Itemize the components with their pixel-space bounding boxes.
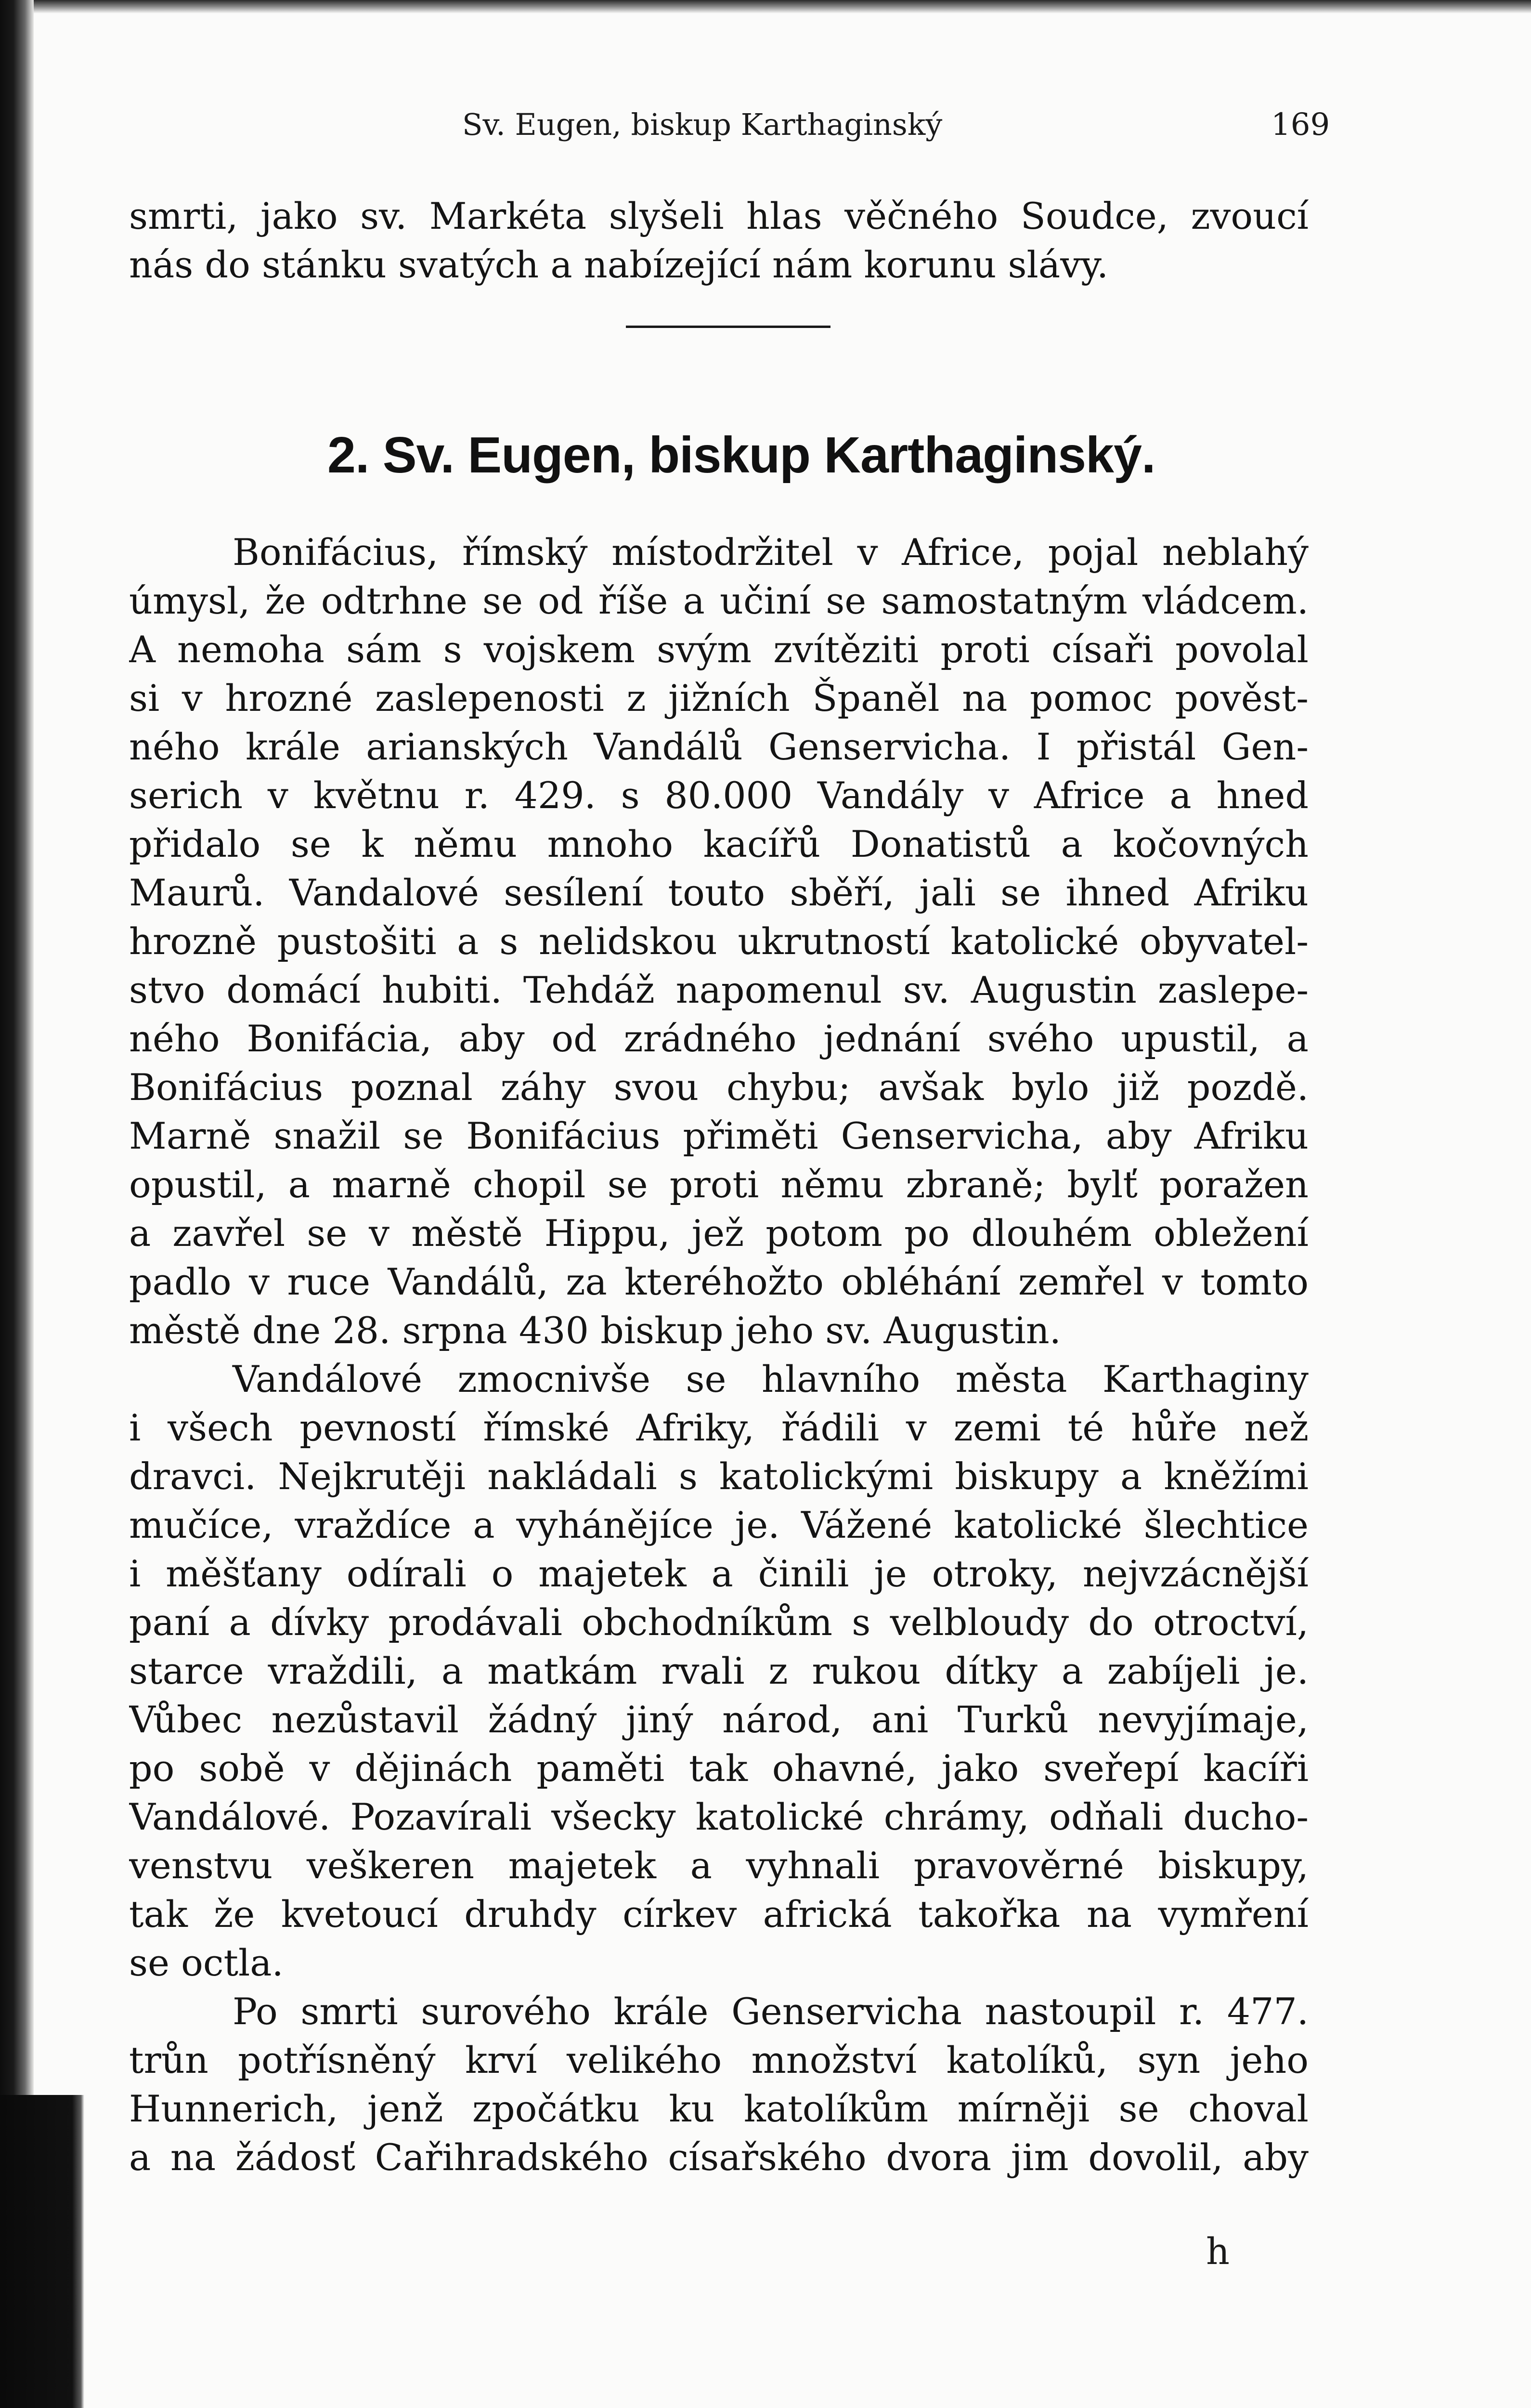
text-line: tak že kvetoucí druhdy církev africká takořka na vymření bbox=[129, 1893, 1309, 1936]
text-line: Vandálové zmocnivše se hlavního města Karthaginy bbox=[233, 1358, 1309, 1400]
text-line: Vůbec nezůstavil žádný jiný národ, ani Turků nevyjímaje, bbox=[129, 1698, 1309, 1741]
text-line: ného krále arianských Vandálů Genservicha. I přistál Gen- bbox=[129, 725, 1309, 768]
text-line: se octla. bbox=[129, 1941, 284, 1984]
text-line: venstvu veškeren majetek a vyhnali pravověrné biskupy, bbox=[129, 1844, 1309, 1887]
text-line: smrti, jako sv. Markéta slyšeli hlas věčného Soudce, zvoucí bbox=[129, 195, 1309, 237]
catchword: h bbox=[1206, 2230, 1230, 2273]
body-text bbox=[129, 528, 1309, 2182]
text-line: ného Bonifácia, aby od zrádného jednání svého upustil, a bbox=[129, 1017, 1309, 1060]
running-head-title: Sv. Eugen, biskup Karthaginský bbox=[462, 107, 943, 142]
page-number: 169 bbox=[1271, 107, 1330, 143]
text-line: městě dne 28. srpna 430 biskup jeho sv. Augustin. bbox=[129, 1309, 1061, 1352]
text-line: Hunnerich, jenž zpočátku ku katolíkům mírněji se choval bbox=[129, 2087, 1309, 2130]
text-line: přidalo se k němu mnoho kacířů Donatistů a kočovných bbox=[129, 823, 1309, 865]
scan-top-edge bbox=[0, 0, 1531, 13]
text-line: si v hrozné zaslepenosti z jižních Španěl na pomoc pověst- bbox=[129, 677, 1309, 720]
text-line: nás do stánku svatých a nabízející nám korunu slávy. bbox=[129, 243, 1109, 286]
text-line: paní a dívky prodávali obchodníkům s velbloudy do otroctví, bbox=[129, 1601, 1309, 1644]
text-line: stvo domácí hubiti. Tehdáž napomenul sv. Augustin zaslepe- bbox=[129, 968, 1309, 1011]
binding-shadow-lower bbox=[0, 2095, 84, 2408]
binding-shadow bbox=[0, 0, 34, 2408]
text-line: Maurů. Vandalové sesílení touto sběří, jali se ihned Afriku bbox=[129, 871, 1309, 914]
text-line: Po smrti surového krále Genservicha nastoupil r. 477. bbox=[233, 1990, 1309, 2033]
text-line: po sobě v dějinách paměti tak ohavné, jako sveřepí kacíři bbox=[129, 1747, 1309, 1790]
text-line: a zavřel se v městě Hippu, jež potom po dlouhém obležení bbox=[129, 1212, 1309, 1255]
text-line: Vandálové. Pozavírali všecky katolické chrámy, odňali ducho- bbox=[129, 1795, 1309, 1838]
text-line: i měšťany odírali o majetek a činili je otroky, nejvzácnější bbox=[129, 1552, 1309, 1595]
text-line: mučíce, vraždíce a vyhánějíce je. Vážené katolické šlechtice bbox=[129, 1504, 1309, 1546]
section-divider bbox=[626, 326, 830, 328]
text-line: trůn potřísněný krví velikého množství katolíků, syn jeho bbox=[129, 2039, 1309, 2081]
text-line: A nemoha sám s vojskem svým zvítěziti proti císaři povolal bbox=[129, 628, 1309, 671]
text-line: serich v květnu r. 429. s 80.000 Vandály v Africe a hned bbox=[129, 774, 1309, 817]
text-line: i všech pevností římské Afriky, řádili v zemi té hůře než bbox=[129, 1406, 1309, 1449]
text-line: starce vraždili, a matkám rvali z rukou dítky a zabíjeli je. bbox=[129, 1649, 1309, 1692]
text-line: hrozně pustošiti a s nelidskou ukrutností katolické obyvatel- bbox=[129, 920, 1309, 963]
section-heading: 2. Sv. Eugen, biskup Karthaginský. bbox=[327, 427, 1155, 484]
intro-paragraph bbox=[129, 192, 1309, 289]
text-line: opustil, a marně chopil se proti němu zbraně; bylť poražen bbox=[129, 1163, 1309, 1206]
text-line: úmysl, že odtrhne se od říše a učiní se samostatným vládcem. bbox=[129, 579, 1309, 622]
text-line: Bonifácius poznal záhy svou chybu; avšak bylo již pozdě. bbox=[129, 1066, 1309, 1109]
text-line: Marně snažil se Bonifácius přiměti Genservicha, aby Afriku bbox=[129, 1114, 1309, 1157]
text-line: a na žádosť Cařihradského císařského dvora jim dovolil, aby bbox=[129, 2136, 1309, 2179]
text-line: dravci. Nejkrutěji nakládali s katolickými biskupy a kněžími bbox=[129, 1455, 1309, 1498]
text-line: Bonifácius, římský místodržitel v Africe, pojal neblahý bbox=[233, 531, 1309, 574]
text-line: padlo v ruce Vandálů, za kteréhožto obléhání zemřel v tomto bbox=[129, 1260, 1309, 1303]
